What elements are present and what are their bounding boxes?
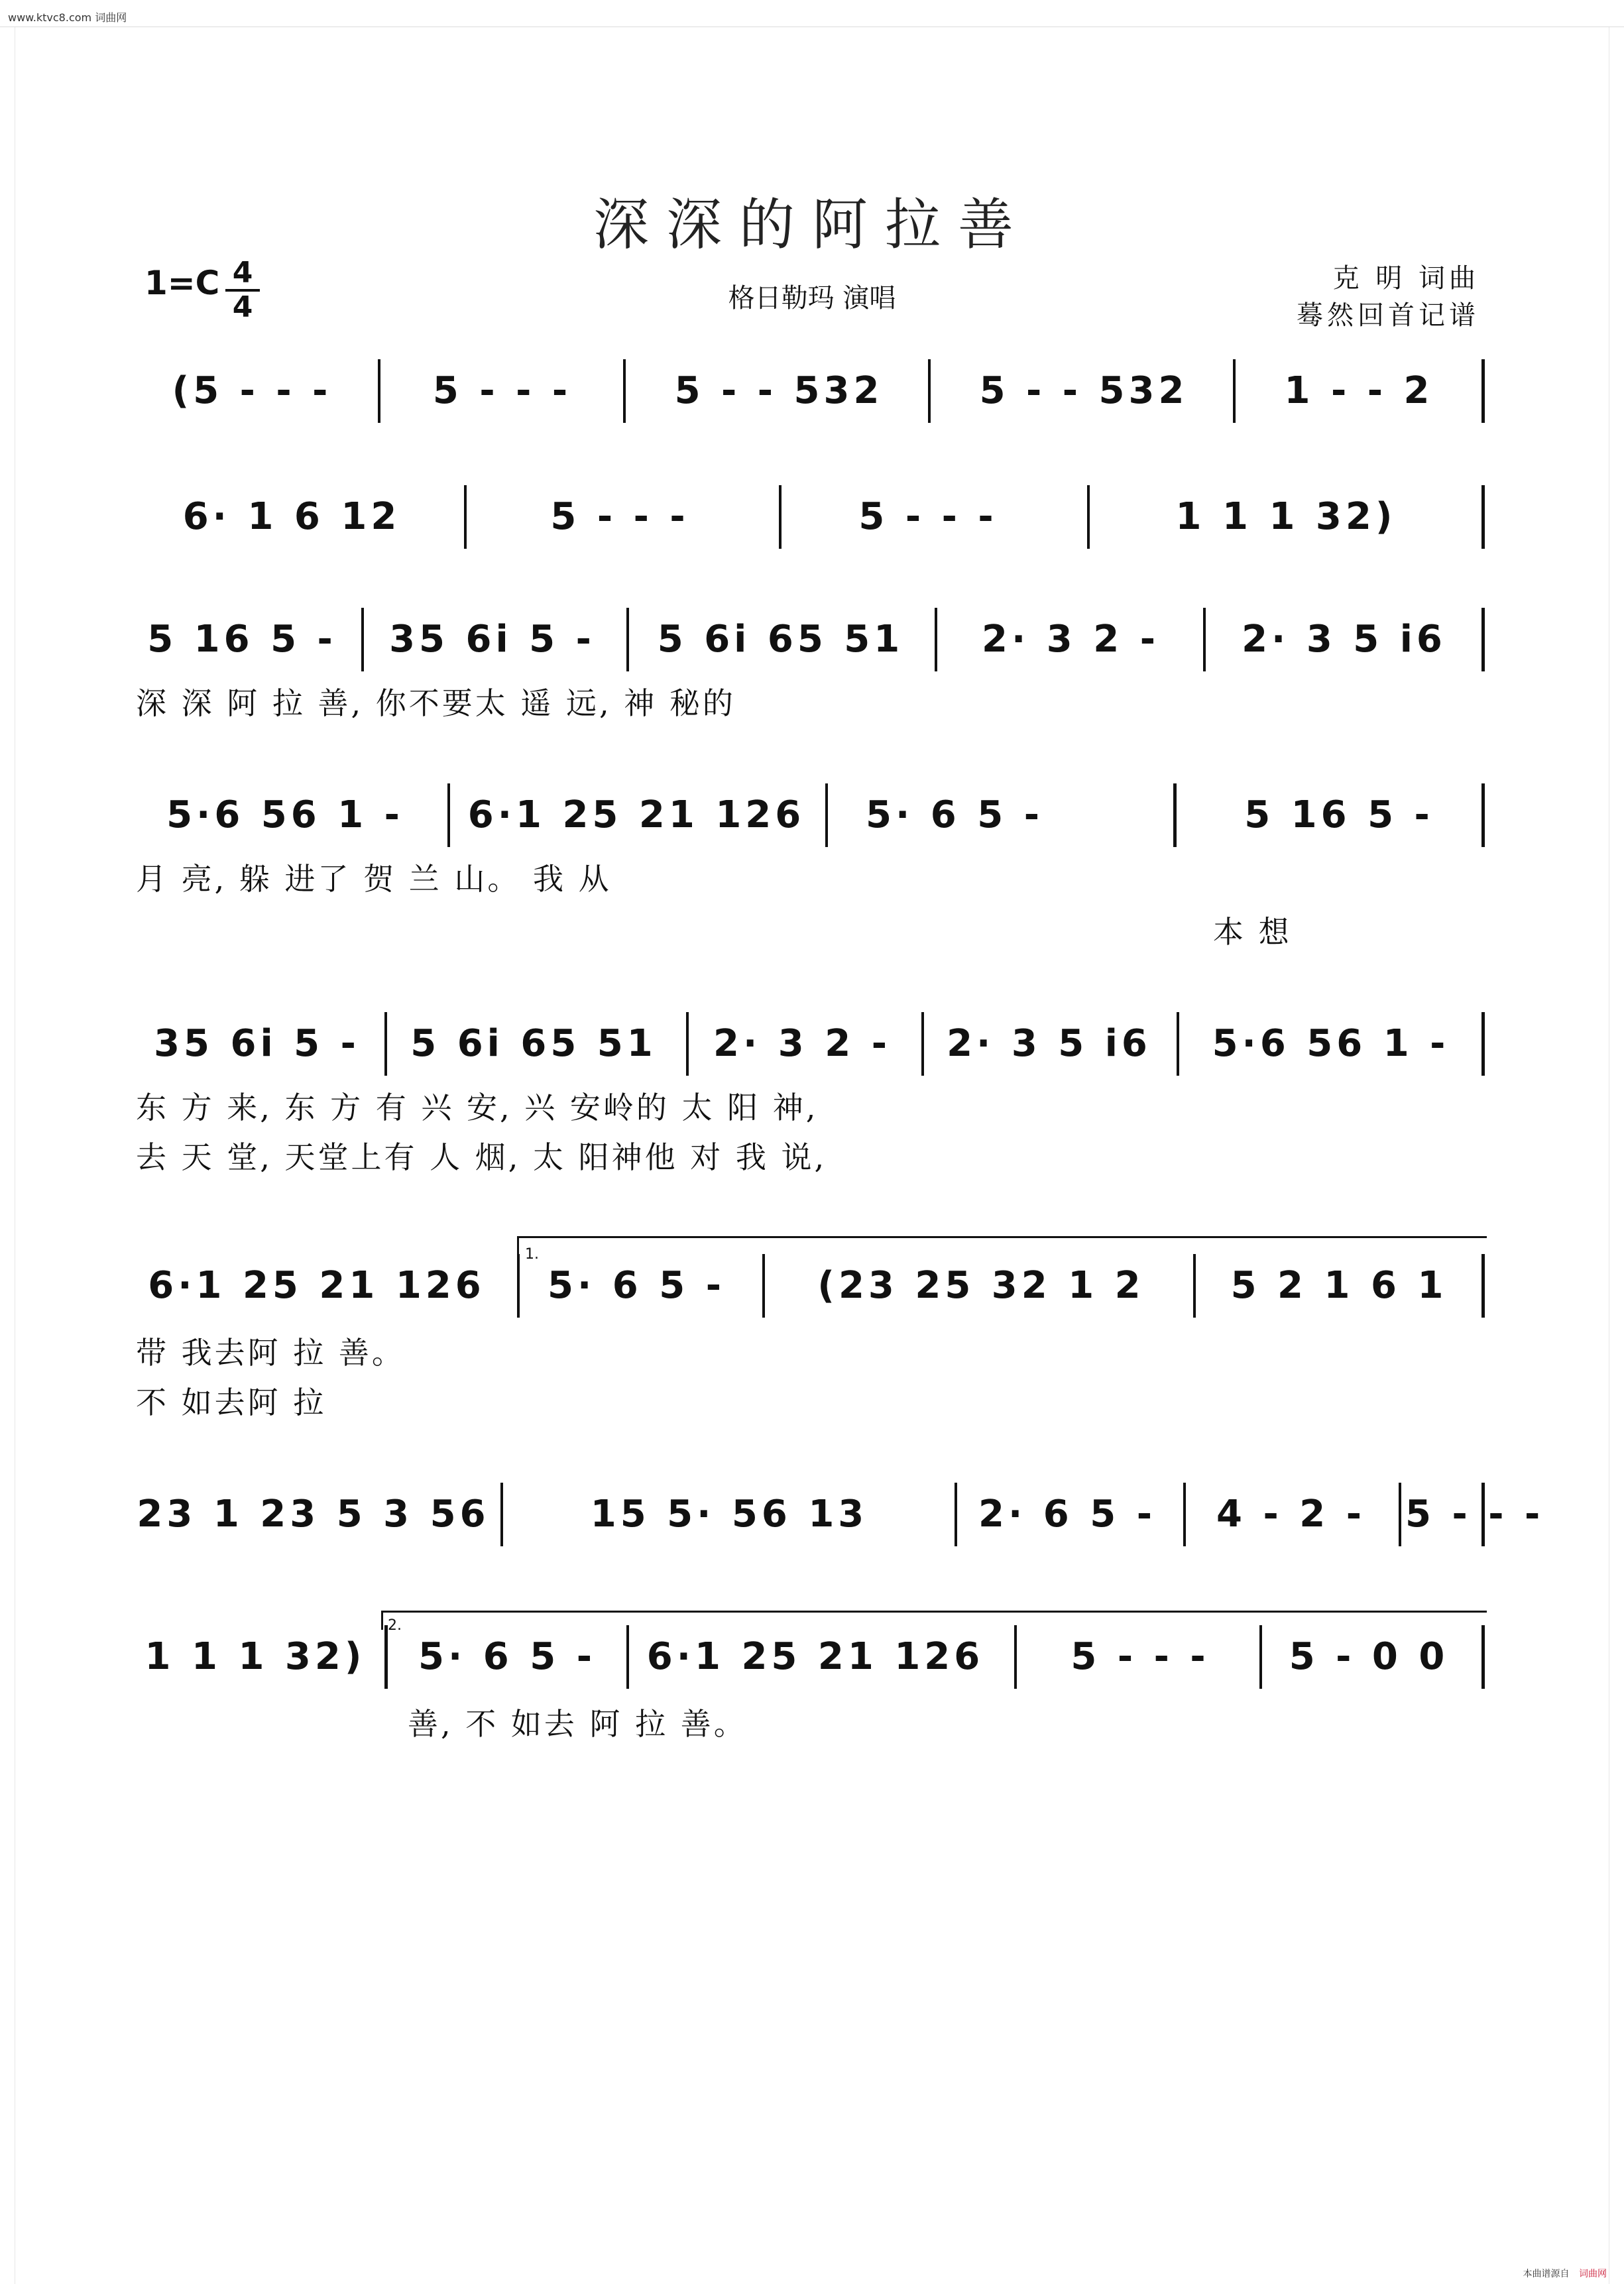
measure: 6·1 25 21 126 bbox=[148, 1264, 485, 1307]
bar-line bbox=[1481, 485, 1485, 549]
bar-line bbox=[1481, 359, 1485, 423]
measure: 5·6 56 1 - bbox=[1212, 1022, 1450, 1065]
bar-line bbox=[955, 1483, 957, 1546]
measure: 5 - - - bbox=[432, 369, 572, 412]
measure: (5 - - - bbox=[172, 369, 332, 412]
bar-line bbox=[1481, 783, 1485, 847]
repeat-start-bar bbox=[1173, 783, 1177, 847]
bar-line bbox=[1481, 1254, 1485, 1318]
bar-line bbox=[378, 359, 380, 423]
lyricist-composer-credit: 克 明 词曲 bbox=[1332, 263, 1479, 294]
bar-line bbox=[500, 1483, 503, 1546]
measure: 23 1 23 5 3 56 bbox=[137, 1493, 490, 1536]
bar-line bbox=[623, 359, 626, 423]
bar-line bbox=[464, 485, 467, 549]
bar-line bbox=[1087, 485, 1090, 549]
measure: 5 16 5 - bbox=[1244, 793, 1434, 836]
lyric-line-8: 善, 不 如去 阿 拉 善。 bbox=[408, 1706, 747, 1742]
key-signature: 1=C bbox=[145, 264, 220, 302]
measure: 5·6 56 1 - bbox=[166, 793, 404, 836]
measure: 2· 3 2 - bbox=[982, 618, 1159, 661]
measure: 2· 3 5 i6 bbox=[947, 1022, 1151, 1065]
song-title: 深深的阿拉善 bbox=[593, 192, 1031, 257]
footer-note: 本曲谱源自 bbox=[1523, 2269, 1570, 2279]
bar-line bbox=[921, 1012, 924, 1076]
lyric-line-4b: 本 想 bbox=[1213, 914, 1292, 950]
bar-line bbox=[779, 485, 782, 549]
lyric-line-4a: 月 亮, 躲 进了 贺 兰 山。 我 从 bbox=[136, 861, 612, 897]
bar-line bbox=[935, 608, 937, 671]
measure: 2· 3 2 - bbox=[713, 1022, 891, 1065]
measure: 35 6i 5 - bbox=[389, 618, 595, 661]
bar-line bbox=[626, 1625, 629, 1689]
measure: 2· 3 5 i6 bbox=[1242, 618, 1446, 661]
staff-line-1 bbox=[136, 371, 1488, 411]
measure: 5 6i 65 51 bbox=[657, 618, 904, 661]
bar-line bbox=[626, 608, 629, 671]
right-margin-strip bbox=[1609, 27, 1624, 2284]
measure: 4 - 2 - bbox=[1216, 1493, 1365, 1536]
final-bar bbox=[1481, 1625, 1485, 1689]
volta-bracket-2 bbox=[381, 1611, 1487, 1630]
staff-line-2 bbox=[136, 497, 1488, 537]
measure: 1 - - 2 bbox=[1284, 369, 1434, 412]
measure: 5 - 0 0 bbox=[1289, 1635, 1449, 1678]
bar-line bbox=[384, 1012, 387, 1076]
repeat-end-bar bbox=[384, 1625, 388, 1689]
bar-line bbox=[928, 359, 931, 423]
time-signature-bottom: 4 bbox=[232, 290, 253, 324]
staff-line-5 bbox=[136, 1024, 1488, 1064]
bar-line bbox=[1233, 359, 1236, 423]
volta-bracket-1 bbox=[517, 1236, 1487, 1255]
measure: 6· 1 6 12 bbox=[182, 495, 401, 538]
bar-line bbox=[1014, 1625, 1017, 1689]
site-header bbox=[8, 9, 127, 25]
lyric-line-3: 深 深 阿 拉 善, 你不要太 遥 远, 神 秘的 bbox=[136, 685, 736, 721]
staff-line-4 bbox=[136, 795, 1488, 835]
staff-line-8 bbox=[136, 1637, 1488, 1677]
time-signature bbox=[225, 257, 260, 323]
bar-line bbox=[1203, 608, 1206, 671]
measure: 5 - - - bbox=[1405, 1493, 1544, 1536]
measure: 15 5· 56 13 bbox=[590, 1493, 868, 1536]
lyric-line-5b: 去 天 堂, 天堂上有 人 烟, 太 阳神他 对 我 说, bbox=[136, 1139, 827, 1175]
bar-line bbox=[1481, 1483, 1485, 1546]
bar-line bbox=[1183, 1483, 1186, 1546]
lyric-line-6b: 不 如去阿 拉 bbox=[136, 1385, 327, 1420]
measure: 1 1 1 32) bbox=[145, 1635, 366, 1678]
measure: 5· 6 5 - bbox=[418, 1635, 596, 1678]
time-signature-top: 4 bbox=[225, 257, 260, 292]
lyric-line-5a: 东 方 来, 东 方 有 兴 安, 兴 安岭的 太 阳 神, bbox=[136, 1090, 819, 1125]
measure: 5 - - - bbox=[550, 495, 689, 538]
bar-line bbox=[1193, 1254, 1196, 1318]
bar-line bbox=[1259, 1625, 1262, 1689]
measure: 2· 6 5 - bbox=[978, 1493, 1156, 1536]
measure: 5· 6 5 - bbox=[548, 1264, 725, 1307]
staff-line-6 bbox=[136, 1266, 1488, 1306]
measure: 5· 6 5 - bbox=[866, 793, 1043, 836]
measure: (23 25 32 1 2 bbox=[817, 1264, 1145, 1307]
bar-line bbox=[1481, 1012, 1485, 1076]
measure: 6·1 25 21 126 bbox=[467, 793, 805, 836]
measure: 5 - - - bbox=[858, 495, 998, 538]
volta-label-1: 1. bbox=[525, 1246, 539, 1263]
footer-source bbox=[1523, 2267, 1607, 2280]
left-margin-strip bbox=[0, 27, 15, 2284]
bar-line bbox=[361, 608, 364, 671]
lyric-line-6a: 带 我去阿 拉 善。 bbox=[136, 1335, 405, 1371]
bar-line bbox=[686, 1012, 689, 1076]
site-url: www.ktvc8.com bbox=[8, 11, 92, 24]
measure: 5 - - 532 bbox=[979, 369, 1189, 412]
bar-line bbox=[762, 1254, 765, 1318]
bar-line bbox=[825, 783, 828, 847]
measure: 6·1 25 21 126 bbox=[646, 1635, 984, 1678]
singer-credit: 格日勒玛 演唱 bbox=[728, 283, 896, 314]
measure: 5 16 5 - bbox=[147, 618, 337, 661]
measure: 5 2 1 6 1 bbox=[1230, 1264, 1448, 1307]
bar-line bbox=[1399, 1483, 1401, 1546]
measure: 5 - - - bbox=[1071, 1635, 1210, 1678]
measure: 1 1 1 32) bbox=[1175, 495, 1397, 538]
bar-line bbox=[447, 783, 450, 847]
staff-line-3 bbox=[136, 620, 1488, 659]
site-name: 词曲网 bbox=[95, 11, 127, 24]
bar-line bbox=[1481, 608, 1485, 671]
footer-brand: 词曲网 bbox=[1579, 2269, 1607, 2279]
bar-line bbox=[517, 1254, 520, 1318]
volta-label-2: 2. bbox=[388, 1617, 402, 1634]
bar-line bbox=[1177, 1012, 1179, 1076]
measure: 5 6i 65 51 bbox=[410, 1022, 657, 1065]
transcriber-credit: 蓦然回首记谱 bbox=[1297, 300, 1479, 331]
measure: 35 6i 5 - bbox=[154, 1022, 360, 1065]
staff-line-7 bbox=[136, 1493, 1544, 1536]
measure: 5 - - 532 bbox=[674, 369, 884, 412]
